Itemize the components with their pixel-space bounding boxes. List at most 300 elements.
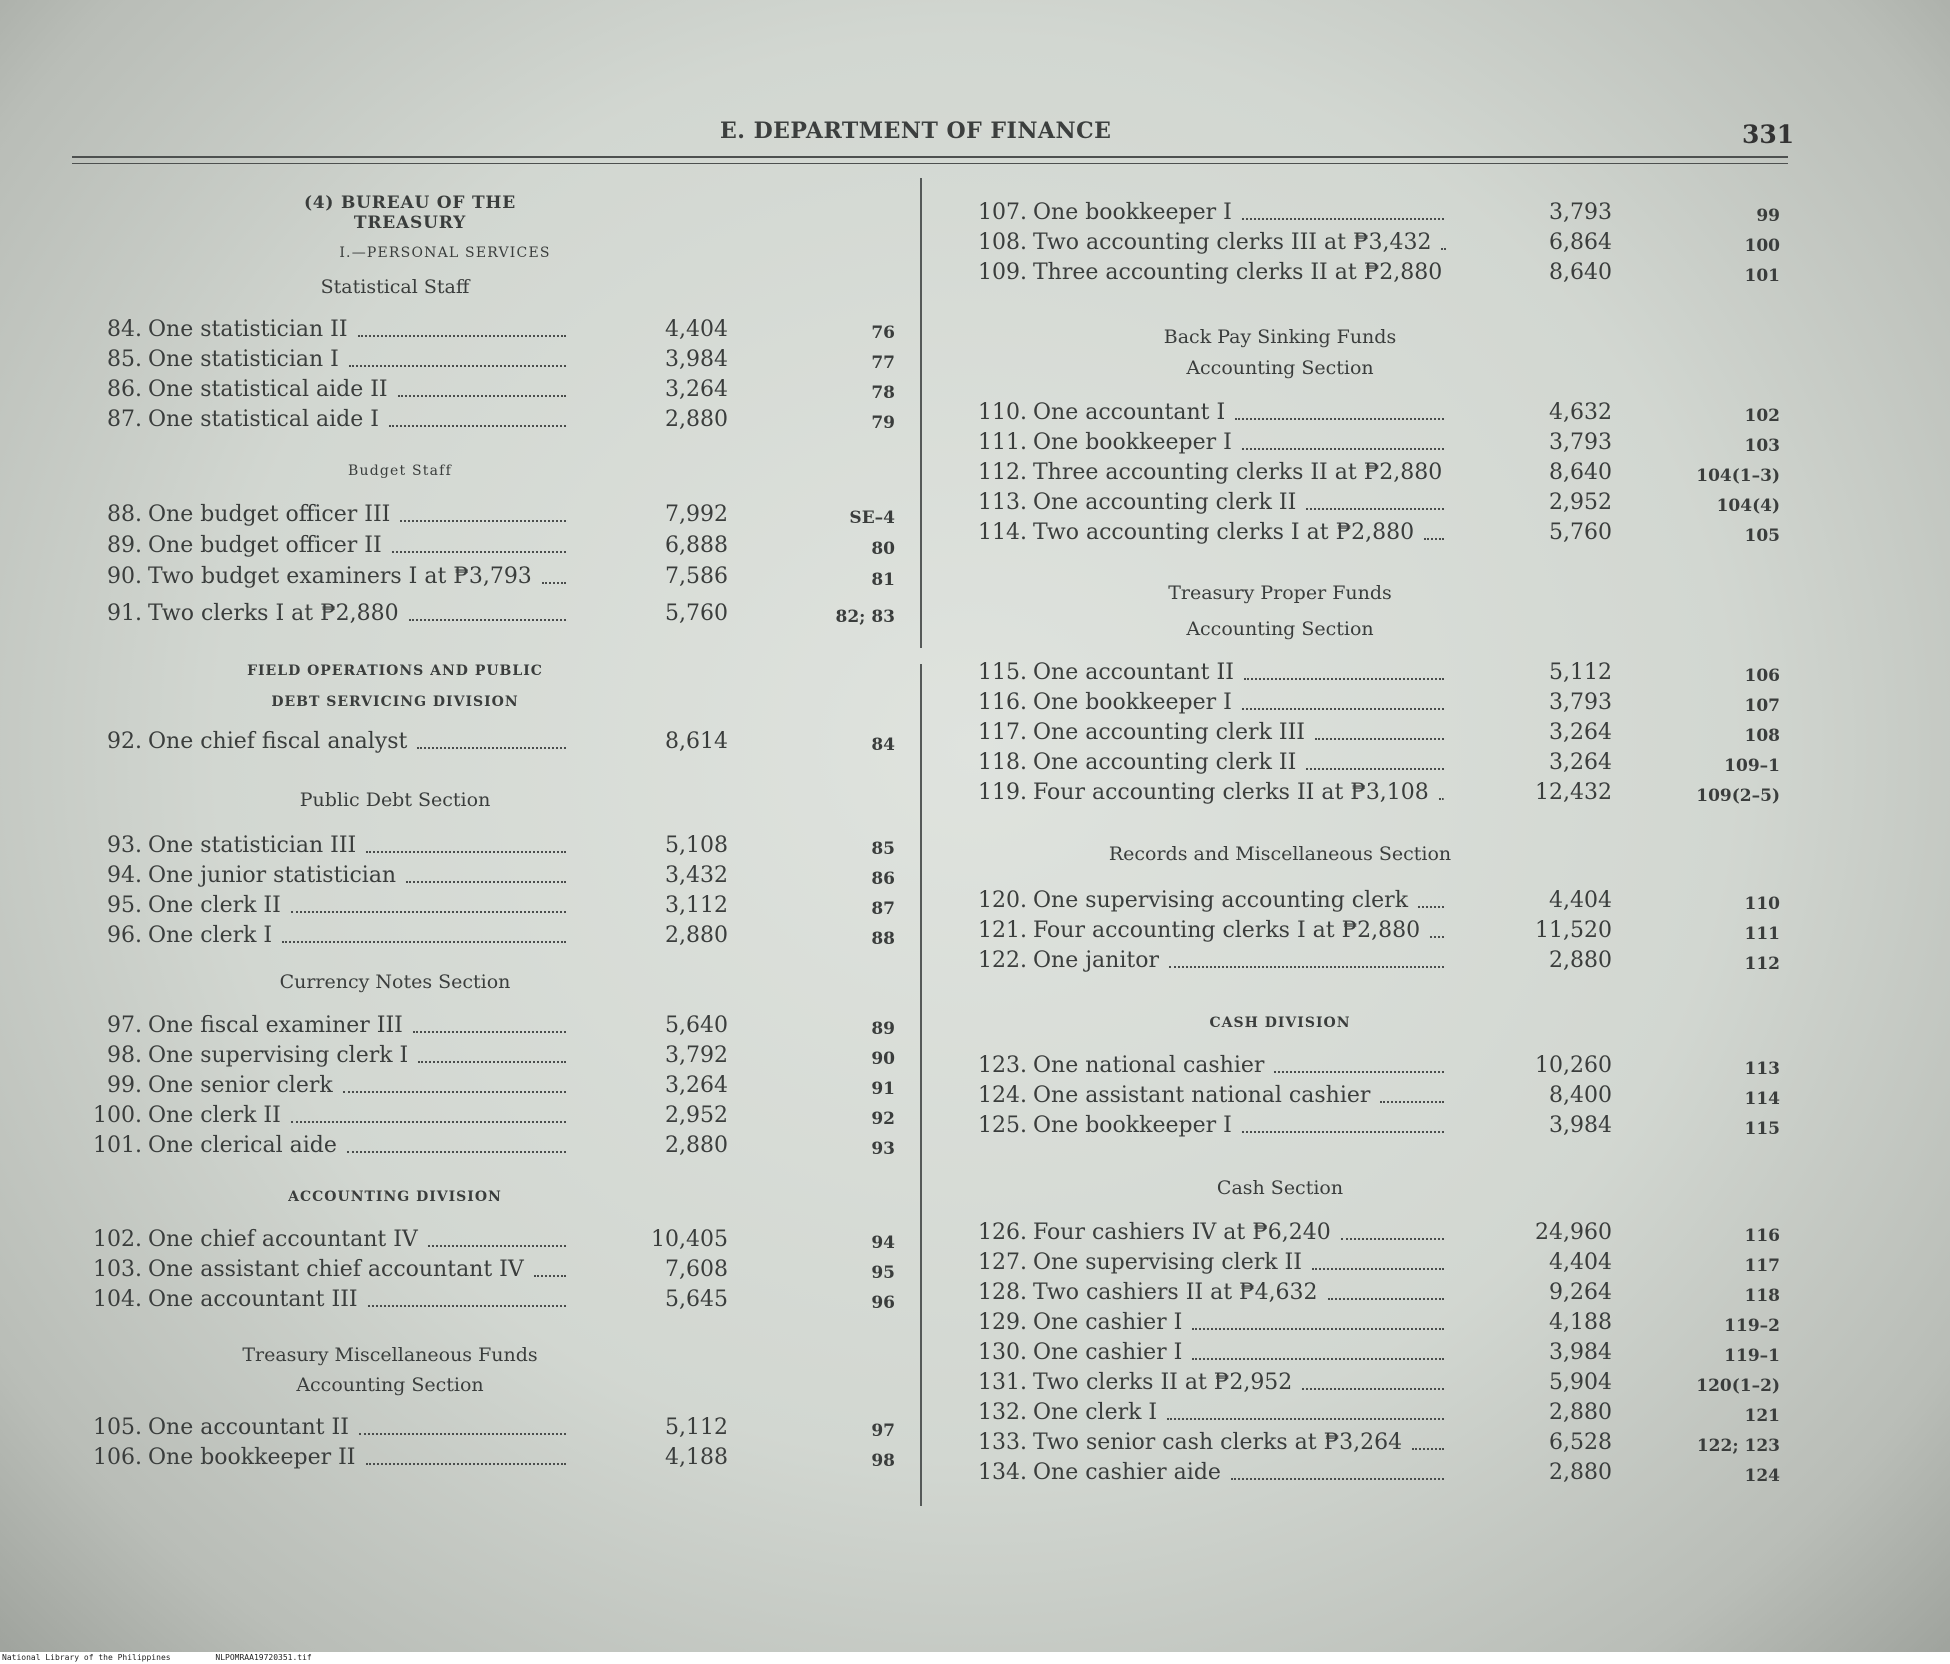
item-reference: 113: [1744, 1059, 1780, 1079]
leader-dots: [398, 395, 566, 397]
line-item: [978, 1053, 1780, 1079]
leader-dots: [1242, 708, 1444, 710]
position-description: One national cashier: [1033, 1053, 1265, 1078]
line-item: [107, 729, 895, 755]
salary-amount: 3,432: [665, 863, 728, 888]
item-reference: 116: [1744, 1226, 1780, 1246]
item-reference: 120(1–2): [1696, 1376, 1780, 1396]
item-reference: 91: [871, 1079, 895, 1099]
item-number: 114.: [978, 520, 1027, 545]
item-number: 84.: [107, 317, 142, 342]
salary-amount: 4,404: [1549, 888, 1612, 913]
item-reference: 94: [871, 1233, 895, 1253]
line-item: [978, 948, 1780, 974]
salary-amount: 3,984: [665, 347, 728, 372]
line-item: [978, 1280, 1780, 1306]
line-item: [107, 601, 895, 627]
position-description: One accountant II: [1033, 660, 1234, 685]
item-number: 126.: [978, 1220, 1027, 1245]
line-item: [978, 750, 1780, 776]
salary-amount: 5,760: [665, 601, 728, 626]
salary-amount: 6,888: [665, 533, 728, 558]
line-item: [978, 1400, 1780, 1426]
leader-dots: [1242, 1131, 1444, 1133]
leader-dots: [392, 551, 566, 553]
item-number: 100.: [93, 1103, 142, 1128]
salary-amount: 8,640: [1549, 460, 1612, 485]
line-item: [107, 533, 895, 559]
position-description: One junior statistician: [148, 863, 397, 888]
position-description: One statistical aide II: [148, 377, 388, 402]
position-description: One cashier I: [1033, 1340, 1183, 1365]
leader-dots: [1341, 1238, 1444, 1240]
item-number: 106.: [93, 1445, 142, 1470]
item-number: 118.: [978, 750, 1027, 775]
line-item: [93, 1445, 895, 1471]
position-description: Two cashiers II at ₱4,632: [1033, 1280, 1318, 1305]
section-back-pay-1: Back Pay Sinking Funds: [1163, 326, 1397, 348]
item-reference: 107: [1744, 696, 1780, 716]
line-item: [93, 1227, 895, 1253]
header-rule: [72, 156, 1788, 158]
item-number: 94.: [107, 863, 142, 888]
salary-amount: 10,405: [651, 1227, 728, 1252]
line-item: [107, 1073, 895, 1099]
item-reference: 80: [871, 539, 895, 559]
line-item: [93, 1103, 895, 1129]
file-name: NLPOMRAA19720351.tif: [215, 1653, 312, 1662]
bureau-heading: (4) BUREAU OF THE TREASURY: [303, 193, 517, 233]
line-item: [978, 888, 1780, 914]
salary-amount: 10,260: [1535, 1053, 1612, 1078]
position-description: Four accounting clerks II at ₱3,108: [1033, 780, 1429, 805]
position-description: Three accounting clerks II at ₱2,880: [1033, 260, 1443, 285]
position-description: One supervising accounting clerk: [1033, 888, 1409, 913]
salary-amount: 7,608: [665, 1257, 728, 1282]
item-number: 116.: [978, 690, 1027, 715]
line-item: [978, 1370, 1780, 1396]
item-number: 133.: [978, 1430, 1027, 1455]
running-title: E. DEPARTMENT OF FINANCE: [720, 118, 1112, 144]
item-reference: 102: [1744, 406, 1780, 426]
line-item: [978, 720, 1780, 746]
position-description: One chief accountant IV: [148, 1227, 418, 1252]
leader-dots: [1312, 1268, 1444, 1270]
position-description: One clerk II: [148, 893, 281, 918]
item-number: 99.: [107, 1073, 142, 1098]
item-number: 110.: [978, 400, 1027, 425]
item-reference: 118: [1744, 1286, 1780, 1306]
item-reference: 124: [1744, 1466, 1780, 1486]
position-description: One assistant chief accountant IV: [148, 1257, 524, 1282]
salary-amount: 3,984: [1549, 1113, 1612, 1138]
position-description: One assistant national cashier: [1033, 1083, 1371, 1108]
position-description: One accounting clerk II: [1033, 750, 1297, 775]
salary-amount: 5,645: [665, 1287, 728, 1312]
line-item: [93, 1287, 895, 1313]
position-description: One fiscal examiner III: [148, 1013, 403, 1038]
line-item: [978, 230, 1780, 256]
line-item: [978, 1340, 1780, 1366]
salary-amount: 3,264: [1549, 750, 1612, 775]
leader-dots: [1380, 1101, 1444, 1103]
leader-dots: [291, 911, 566, 913]
leader-dots: [417, 747, 566, 749]
item-reference: 82; 83: [835, 607, 895, 627]
item-reference: 109–1: [1724, 756, 1780, 776]
salary-amount: 2,880: [1549, 948, 1612, 973]
line-item: [107, 923, 895, 949]
leader-dots: [428, 1245, 566, 1247]
leader-dots: [366, 851, 566, 853]
item-number: 112.: [978, 460, 1027, 485]
item-number: 107.: [978, 200, 1027, 225]
position-description: Two clerks II at ₱2,952: [1033, 1370, 1293, 1395]
leader-dots: [1242, 218, 1444, 220]
item-number: 117.: [978, 720, 1027, 745]
item-number: 122.: [978, 948, 1027, 973]
leader-dots: [534, 1275, 566, 1277]
position-description: Two clerks I at ₱2,880: [148, 601, 399, 626]
item-reference: 96: [871, 1293, 895, 1313]
scan-footer: [0, 1652, 1950, 1664]
line-item: [93, 1415, 895, 1441]
position-description: One accountant III: [148, 1287, 358, 1312]
leader-dots: [1169, 966, 1444, 968]
leader-dots: [1418, 906, 1444, 908]
line-item: [107, 377, 895, 403]
salary-amount: 4,188: [1549, 1310, 1612, 1335]
category-heading: I.—PERSONAL SERVICES: [339, 245, 551, 261]
item-number: 127.: [978, 1250, 1027, 1275]
position-description: One accountant I: [1033, 400, 1226, 425]
line-item: [978, 1310, 1780, 1336]
position-description: Three accounting clerks II at ₱2,880: [1033, 460, 1443, 485]
section-currency-notes: Currency Notes Section: [279, 971, 511, 993]
leader-dots: [359, 1433, 566, 1435]
item-number: 128.: [978, 1280, 1027, 1305]
item-reference: 114: [1744, 1089, 1780, 1109]
item-reference: 85: [871, 839, 895, 859]
line-item: [107, 407, 895, 433]
item-number: 121.: [978, 918, 1027, 943]
page-number: 331: [1742, 120, 1795, 149]
salary-amount: 2,880: [665, 1133, 728, 1158]
line-item: [107, 502, 895, 528]
salary-amount: 5,640: [665, 1013, 728, 1038]
leader-dots: [1242, 448, 1444, 450]
salary-amount: 6,864: [1549, 230, 1612, 255]
leader-dots: [409, 619, 566, 621]
item-number: 109.: [978, 260, 1027, 285]
position-description: One bookkeeper I: [1033, 200, 1232, 225]
position-description: One clerical aide: [148, 1133, 337, 1158]
position-description: One bookkeeper I: [1033, 1113, 1232, 1138]
leader-dots: [366, 1463, 566, 1465]
position-description: One clerk II: [148, 1103, 281, 1128]
line-item: [978, 1460, 1780, 1486]
item-reference: 101: [1744, 266, 1780, 286]
item-reference: 109(2–5): [1696, 786, 1780, 806]
line-item: [107, 1013, 895, 1039]
leader-dots: [1302, 1388, 1444, 1390]
section-public-debt: Public Debt Section: [299, 789, 491, 811]
leader-dots: [1424, 538, 1444, 540]
position-description: One statistician III: [148, 833, 357, 858]
section-cash: Cash Section: [1216, 1177, 1344, 1199]
item-reference: 97: [871, 1421, 895, 1441]
line-item: [978, 430, 1780, 456]
item-reference: 104(4): [1716, 496, 1780, 516]
salary-amount: 5,112: [1549, 660, 1612, 685]
position-description: One chief fiscal analyst: [148, 729, 408, 754]
section-misc-funds-2: Accounting Section: [296, 1374, 484, 1396]
item-reference: 100: [1744, 236, 1780, 256]
column-divider: [920, 664, 922, 1506]
position-description: Two accounting clerks III at ₱3,432: [1033, 230, 1432, 255]
leader-dots: [368, 1305, 566, 1307]
leader-dots: [400, 520, 566, 522]
item-number: 95.: [107, 893, 142, 918]
item-reference: 105: [1744, 526, 1780, 546]
position-description: One budget officer III: [148, 502, 391, 527]
salary-amount: 3,264: [665, 377, 728, 402]
position-description: Four cashiers IV at ₱6,240: [1033, 1220, 1331, 1245]
line-item: [107, 893, 895, 919]
salary-amount: 8,400: [1549, 1083, 1612, 1108]
position-description: One supervising clerk I: [148, 1043, 409, 1068]
leader-dots: [1306, 508, 1444, 510]
position-description: One statistician II: [148, 317, 348, 342]
position-description: One cashier I: [1033, 1310, 1183, 1335]
leader-dots: [406, 881, 566, 883]
salary-amount: 2,880: [665, 923, 728, 948]
item-reference: 78: [871, 383, 895, 403]
leader-dots: [1441, 248, 1444, 250]
line-item: [978, 520, 1780, 546]
line-item: [978, 400, 1780, 426]
item-number: 124.: [978, 1083, 1027, 1108]
item-number: 87.: [107, 407, 142, 432]
salary-amount: 3,264: [665, 1073, 728, 1098]
salary-amount: 5,904: [1549, 1370, 1612, 1395]
salary-amount: 2,880: [665, 407, 728, 432]
item-number: 105.: [93, 1415, 142, 1440]
section-field-operations-2: DEBT SERVICING DIVISION: [271, 694, 519, 710]
leader-dots: [1192, 1328, 1444, 1330]
salary-amount: 7,586: [665, 564, 728, 589]
line-item: [978, 490, 1780, 516]
item-reference: 76: [871, 323, 895, 343]
item-number: 102.: [93, 1227, 142, 1252]
leader-dots: [343, 1091, 566, 1093]
item-reference: 93: [871, 1139, 895, 1159]
leader-dots: [413, 1031, 566, 1033]
item-number: 129.: [978, 1310, 1027, 1335]
section-cash-division: CASH DIVISION: [1209, 1015, 1351, 1031]
line-item: [978, 1113, 1780, 1139]
section-proper-funds-2: Accounting Section: [1186, 618, 1374, 640]
position-description: One statistician I: [148, 347, 339, 372]
line-item: [978, 460, 1780, 486]
line-item: [978, 200, 1780, 226]
item-number: 134.: [978, 1460, 1027, 1485]
position-description: One bookkeeper I: [1033, 430, 1232, 455]
line-item: [978, 1083, 1780, 1109]
position-description: One statistical aide I: [148, 407, 379, 432]
item-reference: 84: [871, 735, 895, 755]
item-reference: 122; 123: [1696, 1436, 1780, 1456]
salary-amount: 6,528: [1549, 1430, 1612, 1455]
leader-dots: [1231, 1478, 1444, 1480]
line-item: [978, 780, 1780, 806]
line-item: [978, 690, 1780, 716]
item-reference: 98: [871, 1451, 895, 1471]
position-description: One accounting clerk III: [1033, 720, 1305, 745]
line-item: [107, 863, 895, 889]
item-number: 113.: [978, 490, 1027, 515]
leader-dots: [1328, 1298, 1444, 1300]
leader-dots: [349, 365, 566, 367]
line-item: [978, 260, 1780, 286]
line-item: [107, 564, 895, 590]
item-reference: 103: [1744, 436, 1780, 456]
section-budget-staff: Budget Staff: [348, 463, 452, 479]
salary-amount: 3,793: [1549, 690, 1612, 715]
leader-dots: [1430, 936, 1444, 938]
salary-amount: 3,793: [1549, 200, 1612, 225]
salary-amount: 24,960: [1535, 1220, 1612, 1245]
section-statistical-staff: Statistical Staff: [320, 276, 470, 298]
item-reference: 110: [1744, 894, 1780, 914]
salary-amount: 3,264: [1549, 720, 1612, 745]
line-item: [107, 317, 895, 343]
item-number: 125.: [978, 1113, 1027, 1138]
salary-amount: 8,640: [1549, 260, 1612, 285]
leader-dots: [282, 941, 566, 943]
item-number: 115.: [978, 660, 1027, 685]
line-item: [978, 918, 1780, 944]
leader-dots: [1244, 678, 1444, 680]
item-number: 85.: [107, 347, 142, 372]
item-reference: 92: [871, 1109, 895, 1129]
item-reference: SE–4: [849, 508, 895, 528]
item-reference: 89: [871, 1019, 895, 1039]
position-description: One cashier aide: [1033, 1460, 1221, 1485]
salary-amount: 12,432: [1535, 780, 1612, 805]
item-number: 98.: [107, 1043, 142, 1068]
item-number: 93.: [107, 833, 142, 858]
leader-dots: [1192, 1358, 1444, 1360]
line-item: [93, 1257, 895, 1283]
item-reference: 87: [871, 899, 895, 919]
leader-dots: [542, 582, 566, 584]
salary-amount: 2,952: [1549, 490, 1612, 515]
salary-amount: 8,614: [665, 729, 728, 754]
position-description: One budget officer II: [148, 533, 382, 558]
line-item: [107, 1043, 895, 1069]
salary-amount: 3,984: [1549, 1340, 1612, 1365]
item-reference: 95: [871, 1263, 895, 1283]
item-reference: 79: [871, 413, 895, 433]
salary-amount: 3,792: [665, 1043, 728, 1068]
leader-dots: [1167, 1418, 1444, 1420]
item-reference: 88: [871, 929, 895, 949]
item-number: 88.: [107, 502, 142, 527]
item-reference: 117: [1744, 1256, 1780, 1276]
leader-dots: [1235, 418, 1444, 420]
section-accounting-division: ACCOUNTING DIVISION: [288, 1189, 502, 1205]
item-number: 86.: [107, 377, 142, 402]
salary-amount: 3,793: [1549, 430, 1612, 455]
leader-dots: [291, 1121, 566, 1123]
item-number: 123.: [978, 1053, 1027, 1078]
position-description: One bookkeeper I: [1033, 690, 1232, 715]
header-rule-thin: [72, 163, 1788, 164]
item-reference: 111: [1744, 924, 1780, 944]
item-number: 91.: [107, 601, 142, 626]
salary-amount: 5,760: [1549, 520, 1612, 545]
leader-dots: [418, 1061, 566, 1063]
item-reference: 77: [871, 353, 895, 373]
section-back-pay-2: Accounting Section: [1186, 357, 1374, 379]
item-number: 130.: [978, 1340, 1027, 1365]
item-number: 119.: [978, 780, 1027, 805]
line-item: [978, 660, 1780, 686]
position-description: Two budget examiners I at ₱3,793: [148, 564, 532, 589]
line-item: [978, 1430, 1780, 1456]
item-number: 89.: [107, 533, 142, 558]
position-description: Two accounting clerks I at ₱2,880: [1033, 520, 1415, 545]
leader-dots: [358, 335, 566, 337]
line-item: [107, 347, 895, 373]
item-reference: 115: [1744, 1119, 1780, 1139]
item-number: 97.: [107, 1013, 142, 1038]
item-reference: 121: [1744, 1406, 1780, 1426]
item-number: 111.: [978, 430, 1027, 455]
item-reference: 112: [1744, 954, 1780, 974]
leader-dots: [1274, 1071, 1444, 1073]
salary-amount: 3,112: [665, 893, 728, 918]
salary-amount: 2,880: [1549, 1400, 1612, 1425]
leader-dots: [347, 1151, 566, 1153]
item-number: 104.: [93, 1287, 142, 1312]
leader-dots: [1412, 1448, 1444, 1450]
salary-amount: 5,108: [665, 833, 728, 858]
position-description: One accountant II: [148, 1415, 349, 1440]
item-reference: 81: [871, 570, 895, 590]
leader-dots: [1439, 798, 1444, 800]
line-item: [978, 1250, 1780, 1276]
item-reference: 86: [871, 869, 895, 889]
line-item: [93, 1133, 895, 1159]
item-reference: 108: [1744, 726, 1780, 746]
salary-amount: 11,520: [1535, 918, 1612, 943]
salary-amount: 4,404: [1549, 1250, 1612, 1275]
leader-dots: [1306, 768, 1444, 770]
item-reference: 104(1–3): [1696, 466, 1780, 486]
salary-amount: 5,112: [665, 1415, 728, 1440]
position-description: One accounting clerk II: [1033, 490, 1297, 515]
salary-amount: 4,188: [665, 1445, 728, 1470]
section-field-operations-1: FIELD OPERATIONS AND PUBLIC: [247, 663, 543, 679]
item-reference: 90: [871, 1049, 895, 1069]
item-number: 131.: [978, 1370, 1027, 1395]
line-item: [107, 833, 895, 859]
item-number: 120.: [978, 888, 1027, 913]
leader-dots: [1315, 738, 1444, 740]
item-number: 96.: [107, 923, 142, 948]
